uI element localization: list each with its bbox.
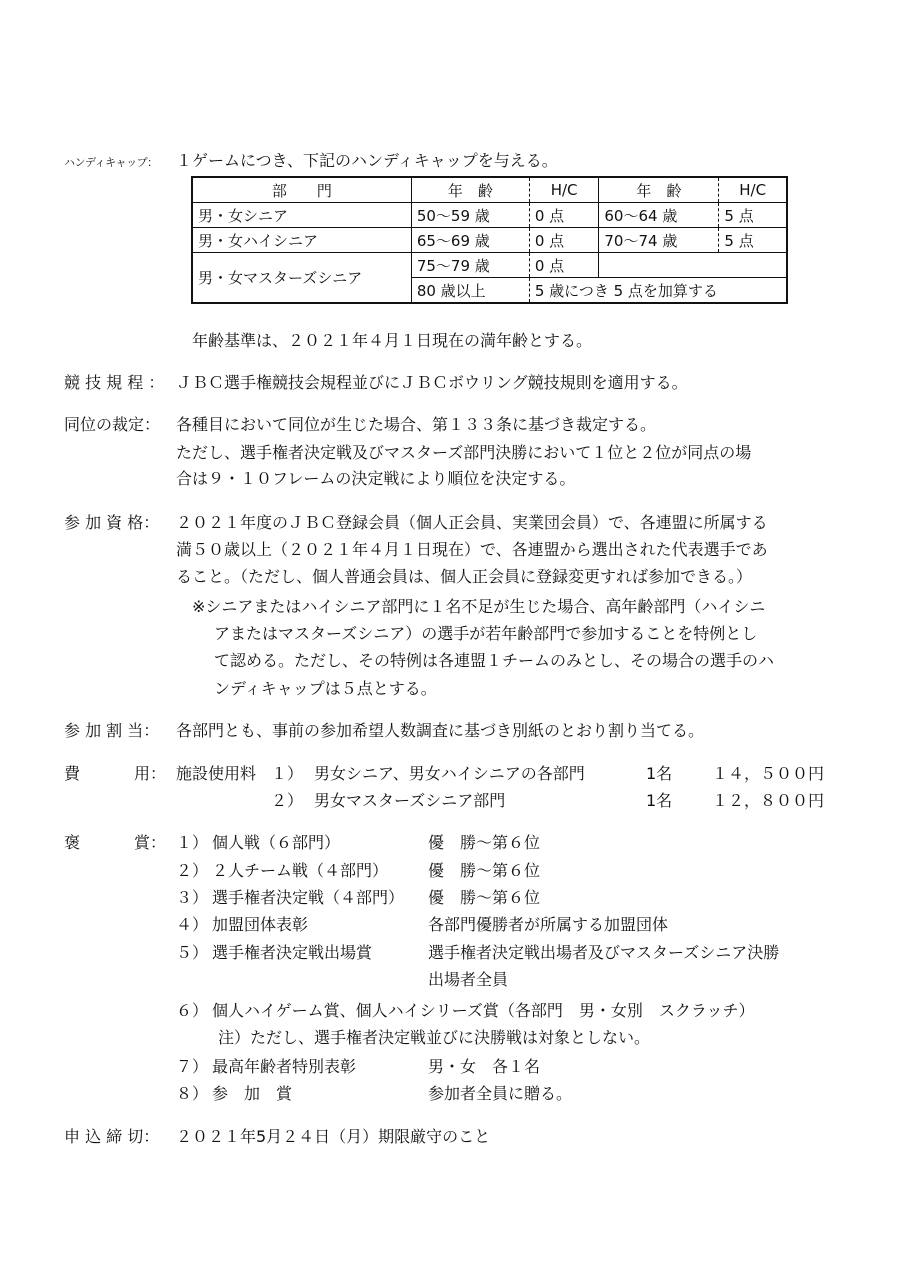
header-hc-1: H/C	[529, 177, 599, 203]
row-age-1: 75～79 歳	[411, 253, 529, 278]
row-age-2: 70～74 歳	[599, 228, 719, 253]
table-row	[192, 203, 787, 228]
fee-row-count: 1名	[646, 791, 673, 810]
eligibility-note-line: ンディキャップは５点とする。	[214, 679, 437, 698]
row-note: 5 歳につき 5 点を加算する	[529, 278, 787, 304]
eligibility-label: 参 加 資 格：	[64, 513, 160, 532]
eligibility-note-line: アまたはマスターズシニア）の選手が若年齢部門で参加することを特例とし	[214, 624, 758, 643]
awards-label-b: 賞：	[134, 833, 167, 852]
award-detail-continued: 出場者全員	[428, 970, 509, 989]
allocation-label: 参 加 割 当：	[64, 721, 160, 740]
award-detail: 選手権者決定戦出場者及びマスターズシニア決勝	[428, 943, 780, 962]
row-hc-1: 0 点	[529, 203, 599, 228]
award-detail: 参加者全員に贈る。	[428, 1084, 573, 1103]
header-age-2: 年 齢	[599, 177, 719, 203]
award-note: 注）ただし、選手権者決定戦並びに決勝戦は対象としない。	[218, 1028, 651, 1047]
award-detail: 各部門優勝者が所属する加盟団体	[428, 915, 669, 934]
award-name: 個人ハイゲーム賞、個人ハイシリーズ賞（各部門 男・女別 スクラッチ）	[212, 1001, 755, 1020]
eligibility-note-line: ※シニアまたはハイシニア部門に１名不足が生じた場合、高年齢部門（ハイシニ	[192, 597, 766, 616]
table-row	[192, 253, 787, 278]
award-num: ６）	[176, 1001, 209, 1020]
row-division: 男・女シニア	[192, 203, 411, 228]
deadline-label: 申 込 締 切：	[64, 1127, 160, 1146]
fee-row-count: 1名	[646, 764, 673, 783]
header-hc-2: H/C	[719, 177, 787, 203]
award-num: ３）	[176, 888, 209, 907]
award-name: 個人戦（６部門）	[212, 833, 341, 852]
header-age-1: 年 齢	[411, 177, 529, 203]
row-division: 男・女ハイシニア	[192, 228, 411, 253]
award-name: 選手権者決定戦出場賞	[212, 943, 373, 962]
row-age-1b: 80 歳以上	[411, 278, 529, 304]
row-hc-2: 5 点	[719, 203, 787, 228]
award-num: ２）	[176, 861, 209, 880]
award-detail: 男・女 各１名	[428, 1057, 541, 1076]
table-header-row	[192, 177, 787, 203]
fee-row-amount: １４，５００円	[712, 764, 825, 783]
handicap-table	[191, 176, 788, 304]
award-num: ５）	[176, 943, 209, 962]
award-num: １）	[176, 833, 209, 852]
fee-label-b: 用：	[134, 764, 167, 783]
tie-line: 各種目において同位が生じた場合、第１３３条に基づき裁定する。	[176, 415, 657, 434]
handicap-intro: １ゲームにつき、下記のハンディキャップを与える。	[176, 151, 558, 170]
fee-item: 施設使用料	[176, 764, 257, 783]
row-hc-1: 0 点	[529, 253, 599, 278]
award-name: 加盟団体表彰	[212, 915, 309, 934]
row-age-1: 50～59 歳	[411, 203, 529, 228]
awards-label-a: 褒	[64, 833, 81, 852]
row-age-1: 65～69 歳	[411, 228, 529, 253]
award-detail: 優 勝～第６位	[428, 888, 541, 907]
row-age-2: 60～64 歳	[599, 203, 719, 228]
eligibility-line: 満５０歳以上（２０２１年４月１日現在）で、各連盟から選出された代表選手であ	[176, 540, 768, 559]
header-division: 部 門	[192, 177, 411, 203]
eligibility-note-line: て認める。ただし、その特例は各連盟１チームのみとし、その場合の選手のハ	[214, 651, 775, 670]
award-name: ２人チーム戦（４部門）	[212, 861, 389, 880]
rules-text: ＪＢＣ選手権競技会規程並びにＪＢＣボウリング競技規則を適用する。	[176, 373, 688, 392]
award-name: 選手権者決定戦（４部門）	[212, 888, 405, 907]
fee-row-num: １）	[271, 764, 304, 783]
fee-row-desc: 男女マスターズシニア部門	[314, 791, 506, 810]
deadline-text: ２０２１年5月２４日（月）期限厳守のこと	[176, 1127, 491, 1146]
fee-row-amount: １２，８００円	[712, 791, 825, 810]
allocation-text: 各部門とも、事前の参加希望人数調査に基づき別紙のとおり割り当てる。	[176, 721, 705, 740]
fee-row-num: ２）	[271, 791, 304, 810]
award-name: 最高年齢者特別表彰	[212, 1057, 357, 1076]
age-basis: 年齢基準は、２０２１年４月１日現在の満年齢とする。	[192, 331, 593, 350]
table-row	[192, 228, 787, 253]
eligibility-line: ること。（ただし、個人普通会員は、個人正会員に登録変更すれば参加できる。）	[176, 567, 753, 586]
tie-label: 同位の裁定：	[64, 415, 161, 434]
tie-line: ただし、選手権者決定戦及びマスターズ部門決勝において１位と２位が同点の場	[176, 443, 752, 462]
award-num: ７）	[176, 1057, 209, 1076]
award-num: ４）	[176, 915, 209, 934]
rules-label: 競 技 規 程 ：	[64, 373, 165, 392]
award-detail: 優 勝～第６位	[428, 833, 541, 852]
row-division: 男・女マスターズシニア	[192, 253, 411, 304]
tie-line: 合は９・１０フレームの決定戦により順位を決定する。	[176, 469, 576, 488]
row-hc-2: 5 点	[719, 228, 787, 253]
fee-label-a: 費	[64, 764, 81, 783]
row-hc-1: 0 点	[529, 228, 599, 253]
award-name: 参 加 賞	[212, 1084, 293, 1103]
award-detail: 優 勝～第６位	[428, 861, 541, 880]
award-num: ８）	[176, 1084, 209, 1103]
eligibility-line: ２０２１年度のＪＢＣ登録会員（個人正会員、実業団会員）で、各連盟に所属する	[176, 513, 768, 532]
fee-row-desc: 男女シニア、男女ハイシニアの各部門	[314, 764, 585, 783]
handicap-label: ハンディキャップ：	[64, 156, 158, 169]
row-empty-cell	[599, 253, 787, 278]
